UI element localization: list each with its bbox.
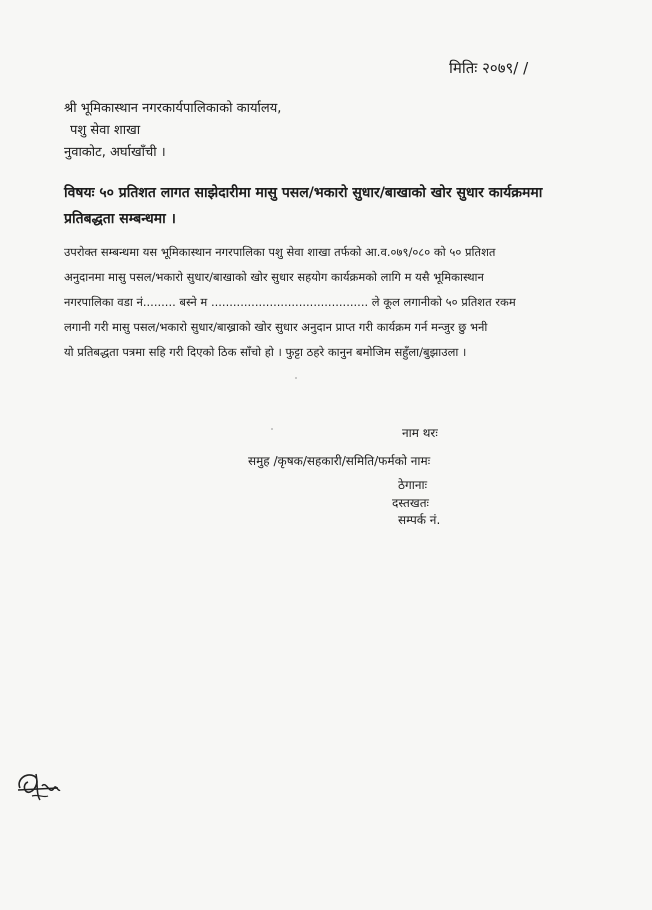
body-line-2: अनुदानमा मासु पसल/भकारो सुधार/बाखाको खोर सुधार सहयोग कार्यक्रमको लागि म यसै भूमिकास्थान	[64, 270, 484, 284]
signature-name-label: नाम थरः	[402, 426, 438, 440]
address-line-office: श्री भूमिकास्थान नगरकार्यपालिकाको कार्यालय,	[64, 101, 282, 116]
handwritten-initials-mark	[14, 766, 64, 806]
body-line-3: नगरपालिका वडा नं......... बस्ने म ........................................... ले कूल लगानीको ५० प्रतिशत रकम	[64, 295, 516, 309]
signature-contact-label: सम्पर्क नं.	[398, 513, 441, 527]
address-line-section: पशु सेवा शाखा	[70, 123, 141, 138]
body-line-4: लगानी गरी मासु पसल/भकारो सुधार/बाख्राको खोर सुधार अनुदान प्राप्त गरी कार्यक्रम गर्न मन्जुर छु भनी	[64, 320, 488, 334]
subject-line: विषयः ५० प्रतिशत लागत साझेदारीमा मासु पसल/भकारो सुधार/बाखाको खोर सुधार कार्यक्रममा प्रतिबद्धता सम्बन्धमा ।	[64, 185, 543, 227]
body-paragraph	[64, 240, 602, 365]
scan-speck	[295, 377, 297, 379]
body-line-1: उपरोक्त सम्बन्धमा यस भूमिकास्थान नगरपालिका पशु सेवा शाखा तर्फको आ.व.०७९/०८० को ५० प्रतिशत	[64, 245, 496, 259]
signature-group-label: समुह /कृषक/सहकारी/समिति/फर्मको नामः	[248, 454, 431, 468]
date-line: मितिः २०७९/ /	[449, 59, 529, 77]
signature-address-label: ठेगानाः	[398, 478, 428, 492]
scan-speck	[271, 428, 273, 430]
address-line-location: नुवाकोट, अर्घाखाँची ।	[64, 145, 166, 160]
body-line-5: यो प्रतिबद्धता पत्रमा सहि गरी दिएको ठिक साँचो हो । फुट्टा ठहरे कानुन बमोजिम सहुँला/बुझाउला ।	[64, 345, 467, 359]
signature-sign-label: दस्तखतः	[392, 496, 429, 510]
